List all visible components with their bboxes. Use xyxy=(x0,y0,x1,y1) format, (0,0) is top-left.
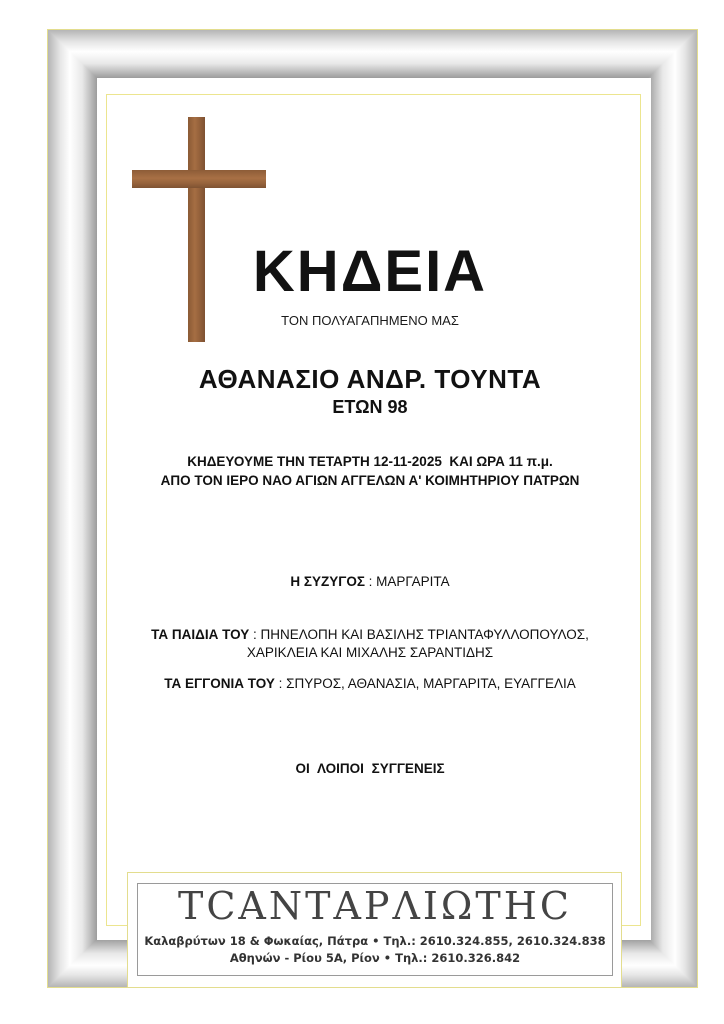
grandchildren-value: : ΣΠΥΡΟΣ, ΑΘΑΝΑΣΙΑ, ΜΑΡΓΑΡΙΤΑ, ΕΥΑΓΓΕΛΙΑ xyxy=(274,676,576,691)
inner-gold-border xyxy=(106,94,641,926)
funeral-home-name: ΤϹΑΝΤΑΡΛΙΩΤΗϹ xyxy=(178,884,572,928)
spouse-value: : ΜΑΡΓΑΡΙΤΑ xyxy=(364,574,450,589)
children-value-2: ΧΑΡΙΚΛΕΙΑ ΚΑΙ ΜΙΧΑΛΗΣ ΣΑΡΑΝΤΙΔΗΣ xyxy=(246,645,494,660)
address-line-1: Καλαβρύτων 18 & Φωκαίας, Πάτρα • Τηλ.: 2610.324.855, 2610.324.838 xyxy=(144,934,606,948)
deceased-name: ΑΘΑΝΑΣΙΟ ΑΝΔΡ. ΤΟΥΝΤΑ xyxy=(198,364,542,394)
spouse-line xyxy=(100,573,640,591)
notice-subtitle: ΤΟΝ ΠΟΛΥΑΓΑΠΗΜΕΝΟ ΜΑΣ xyxy=(281,313,459,328)
spouse-label: Η ΣΥΖΥΓΟΣ xyxy=(290,574,365,589)
grandchildren-line xyxy=(100,675,640,693)
cross-horizontal-beam xyxy=(132,170,266,188)
notice-title: ΚΗΔΕΙΑ xyxy=(252,239,488,304)
children-value-1: : ΠΗΝΕΛΟΠΗ ΚΑΙ ΒΑΣΙΛΗΣ ΤΡΙΑΝΤΑΦΥΛΛΟΠΟΥΛΟΣ, xyxy=(249,627,589,642)
children-line xyxy=(100,626,640,662)
ceremony-line-1: ΚΗΔΕΥΟΥΜΕ ΤΗΝ ΤΕΤΑΡΤΗ 12-11-2025 ΚΑΙ ΩΡΑ 11 π.μ. xyxy=(187,454,553,469)
deceased-age: ΕΤΩΝ 98 xyxy=(332,397,408,417)
ceremony-line-2: ΑΠΟ ΤΟΝ ΙΕΡΟ ΝΑΟ ΑΓΙΩΝ ΑΓΓΕΛΩΝ Α' ΚΟΙΜΗΤΗΡΙΟΥ ΠΑΤΡΩΝ xyxy=(160,473,580,488)
other-relatives: ΟΙ ΛΟΙΠΟΙ ΣΥΓΓΕΝΕΙΣ xyxy=(295,761,445,776)
ceremony-details xyxy=(100,452,640,490)
grandchildren-label: ΤΑ ΕΓΓΟΝΙΑ ΤΟΥ xyxy=(164,676,275,691)
cross-vertical-beam xyxy=(188,117,205,342)
children-label: ΤΑ ΠΑΙΔΙΑ ΤΟΥ xyxy=(151,627,250,642)
address-line-2: Αθηνών - Ρίου 5Α, Ρίον • Τηλ.: 2610.326.842 xyxy=(229,951,521,965)
